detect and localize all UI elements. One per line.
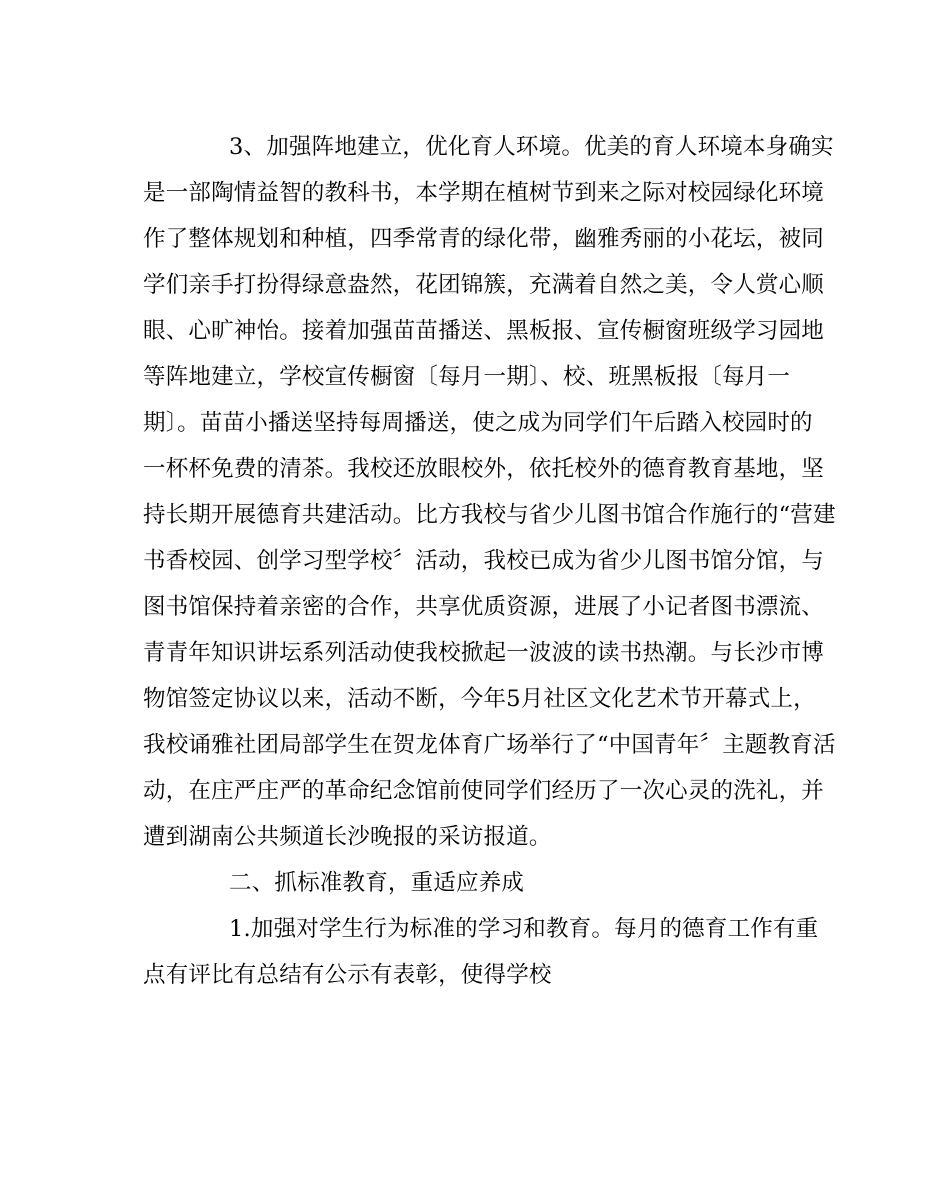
paragraph-1-line-7: 期〕。苗苗小播送坚持每周播送，使之成为同学们午后踏入校园时的 <box>143 410 813 436</box>
paragraph-1-line-5: 眼、心旷神怡。接着加强苗苗播送、黑板报、宣传橱窗班级学习园地 <box>143 318 825 344</box>
paragraph-1-line-16: 遭到湖南公共频道长沙晚报的采访报道。 <box>143 824 552 850</box>
paragraph-1-line-8: 一杯杯免费的清茶。我校还放眼校外，依托校外的德育教育基地，坚 <box>143 456 825 482</box>
paragraph-1-line-1: 3、加强阵地建立，优化育人环境。优美的育人环境本身确实 <box>229 134 834 160</box>
paragraph-1-line-11: 图书馆保持着亲密的合作，共享优质资源，进展了小记者图书漂流、 <box>143 594 825 620</box>
paragraph-1-line-4: 学们亲手打扮得绿意盎然，花团锦簇，充满着自然之美，令人赏心顺 <box>143 272 825 298</box>
paragraph-1-line-15: 动，在庄严庄严的革命纪念馆前使同学们经历了一次心灵的洗礼，并 <box>143 778 825 804</box>
section-heading: 二、抓标准教育，重适应养成 <box>229 870 525 896</box>
paragraph-1-line-10: 书香校园、创学习型学校〞活动，我校已成为省少儿图书馆分馆，与 <box>143 548 825 574</box>
paragraph-1-line-14: 我校诵雅社团局部学生在贺龙体育广场举行了“中国青年〞主题教育活 <box>143 732 836 758</box>
paragraph-2-line-2: 点有评比有总结有公示有表彰，使得学校 <box>143 962 552 988</box>
paragraph-1-line-12: 青青年知识讲坛系列活动使我校掀起一波波的读书热潮。与长沙市博 <box>143 640 825 666</box>
paragraph-1-line-9: 持长期开展德育共建活动。比方我校与省少儿图书馆合作施行的“营建 <box>143 502 836 528</box>
paragraph-1-line-3: 作了整体规划和种植，四季常青的绿化带，幽雅秀丽的小花坛，被同 <box>143 226 825 252</box>
paragraph-2-line-1: 1.加强对学生行为标准的学习和教育。每月的德育工作有重 <box>229 916 819 942</box>
paragraph-1-line-2: 是一部陶情益智的教科书，本学期在植树节到来之际对校园绿化环境 <box>143 180 825 206</box>
paragraph-1-line-13: 物馆签定协议以来，活动不断，今年5月社区文化艺术节开幕式上， <box>143 686 816 712</box>
paragraph-1-line-6: 等阵地建立，学校宣传橱窗〔每月一期〕、校、班黑板报〔每月一 <box>143 364 791 390</box>
